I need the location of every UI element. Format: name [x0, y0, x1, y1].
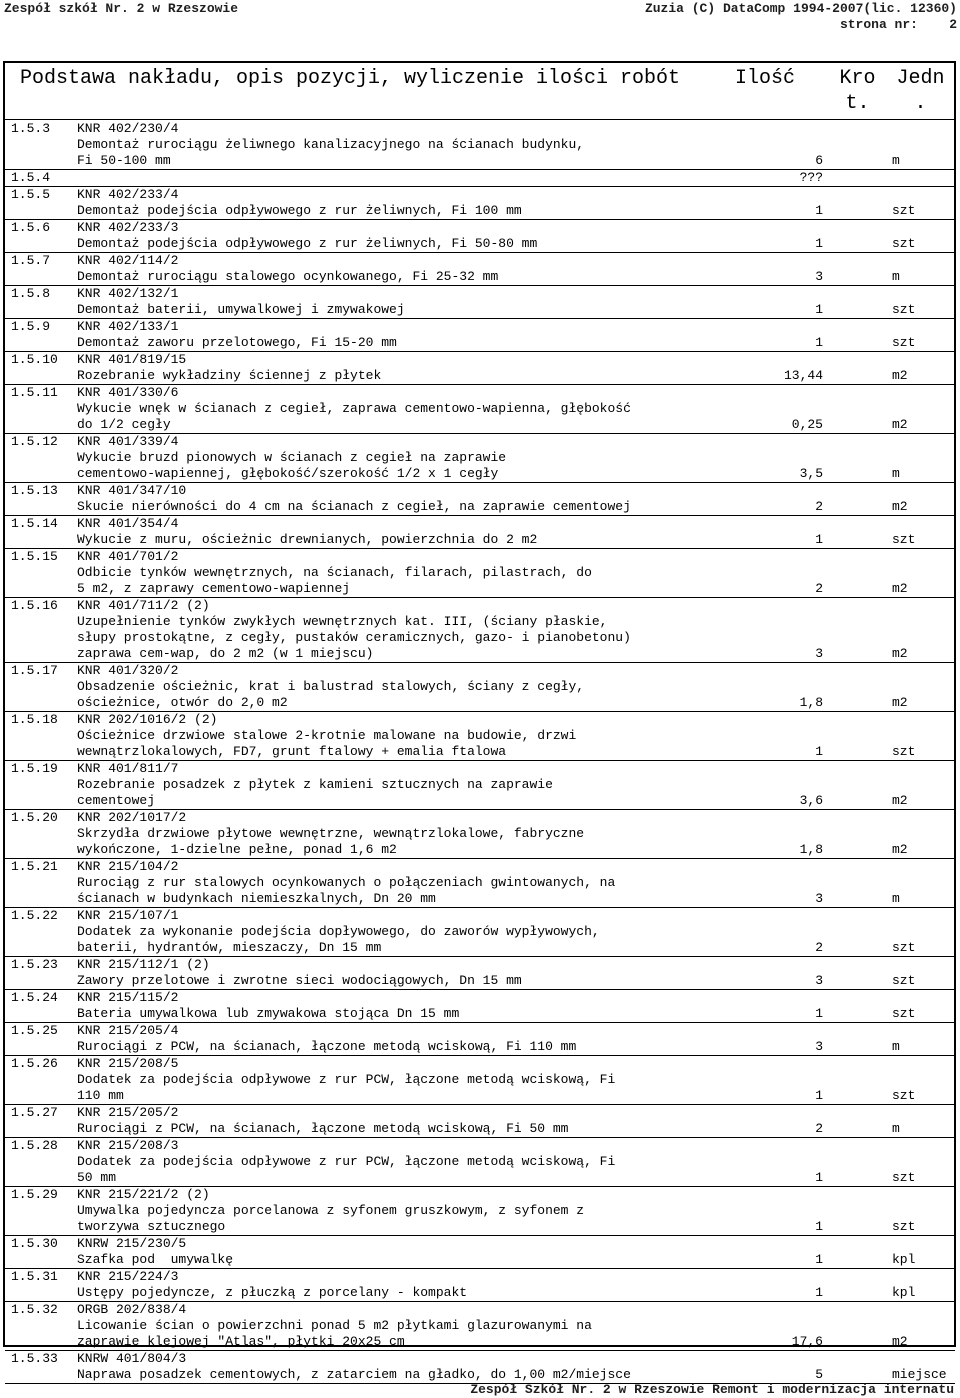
description-text: Demontaż rurociągu żeliwnego kanalizacyjnego na ścianach budynku,: [77, 137, 585, 152]
norm-code: KNRW 215/230/5: [77, 1236, 187, 1251]
description-line: [5, 1088, 955, 1105]
unit-value: szt: [892, 1006, 916, 1021]
footer-text: Zespół Szkół Nr. 2 w Rzeszowie Remont i modernizacja internatu: [470, 1382, 954, 1397]
quantity-value: 2: [815, 499, 823, 514]
position-number: 1.5.20: [11, 810, 58, 825]
table-row: [5, 121, 955, 137]
description-text: Demontaż baterii, umywalkowej i zmywakowej: [77, 302, 405, 317]
table-row: [5, 549, 955, 565]
unit-value: szt: [892, 1170, 916, 1185]
quantity-value: 1: [815, 1285, 823, 1300]
position-number: 1.5.6: [11, 220, 51, 235]
position-number: 1.5.14: [11, 516, 58, 531]
description-line: [5, 1170, 955, 1187]
description-line: [5, 777, 955, 793]
description-text: 50 mm: [77, 1170, 117, 1185]
quantity-value: 1: [815, 1252, 823, 1267]
description-text: 110 mm: [77, 1088, 124, 1103]
unit-value: szt: [892, 335, 916, 350]
description-line: [5, 1285, 955, 1302]
unit-value: szt: [892, 940, 916, 955]
header-software-credit: Zuzia (C) DataComp 1994-2007(lic. 12360): [644, 1, 957, 16]
description-text: Licowanie ścian o powierzchni ponad 5 m2 płytkami glazurowanymi na: [77, 1318, 592, 1333]
unit-value: szt: [892, 203, 916, 218]
description-line: [5, 793, 955, 810]
unit-value: szt: [892, 236, 916, 251]
header-divider: [3, 119, 956, 120]
column-header-kro: Kro t.: [839, 67, 876, 115]
unit-value: szt: [892, 302, 916, 317]
norm-code: KNR 401/354/4: [77, 516, 179, 531]
description-line: [5, 614, 955, 630]
quantity-value: 1: [815, 335, 823, 350]
description-line: [5, 728, 955, 744]
position-number: 1.5.4: [11, 170, 51, 185]
norm-code: KNR 401/347/10: [77, 483, 187, 498]
description-line: [5, 269, 955, 286]
position-number: 1.5.8: [11, 286, 51, 301]
table-row: [5, 1023, 955, 1039]
description-text: cementowo-wapiennej, głębokość/szerokość 1/2 x 1 cegły: [77, 466, 499, 481]
unit-value: m2: [892, 646, 908, 661]
quantity-value: 1: [815, 1088, 823, 1103]
table-row: [5, 286, 955, 302]
description-line: [5, 1252, 955, 1269]
description-line: [5, 466, 955, 483]
quantity-value: 1: [815, 744, 823, 759]
table-row: [5, 1236, 955, 1252]
table-row: [5, 957, 955, 973]
unit-value: m2: [892, 793, 908, 808]
quantity-value: 1,8: [799, 695, 823, 710]
quantity-value: 3,6: [799, 793, 823, 808]
norm-code: KNRW 401/804/3: [77, 1351, 187, 1366]
norm-code: KNR 215/224/3: [77, 1269, 179, 1284]
description-line: [5, 891, 955, 908]
description-text: Dodatek za podejścia odpływowe z rur PCW, łączone metodą wciskową, Fi: [77, 1154, 616, 1169]
description-text: Rurociągi z PCW, na ścianach, łączone metodą wciskową, Fi 110 mm: [77, 1039, 577, 1054]
unit-value: m: [892, 891, 900, 906]
header-page-number: [840, 17, 957, 33]
description-text: Rozebranie wykładziny ściennej z płytek: [77, 368, 382, 383]
table-row: [5, 810, 955, 826]
description-text: Demontaż podejścia odpływowego z rur żeliwnych, Fi 100 mm: [77, 203, 522, 218]
norm-code: KNR 215/221/2 (2): [77, 1187, 210, 1202]
description-text: Dodatek za wykonanie podejścia dopływowego, do zaworów wypływowych,: [77, 924, 600, 939]
description-line: [5, 1203, 955, 1219]
quantity-value: 1: [815, 236, 823, 251]
quantity-value: 1: [815, 1170, 823, 1185]
position-number: 1.5.32: [11, 1302, 58, 1317]
position-number: 1.5.3: [11, 121, 51, 136]
norm-code: ORGB 202/838/4: [77, 1302, 187, 1317]
unit-value: miejsce: [892, 1367, 947, 1382]
norm-code: KNR 215/208/3: [77, 1138, 179, 1153]
unit-value: m2: [892, 417, 908, 432]
position-number: 1.5.16: [11, 598, 58, 613]
description-text: zaprawie klejowej "Atlas", płytki 20x25 cm: [77, 1334, 405, 1349]
unit-value: m2: [892, 695, 908, 710]
description-line: [5, 1154, 955, 1170]
description-line: [5, 581, 955, 598]
position-number: 1.5.23: [11, 957, 58, 972]
position-number: 1.5.29: [11, 1187, 58, 1202]
norm-code: KNR 215/104/2: [77, 859, 179, 874]
description-line: [5, 679, 955, 695]
description-line: [5, 1006, 955, 1023]
quantity-value: 1: [815, 1219, 823, 1234]
unit-value: m: [892, 153, 900, 168]
norm-code: KNR 401/711/2 (2): [77, 598, 210, 613]
position-number: 1.5.10: [11, 352, 58, 367]
position-number: 1.5.21: [11, 859, 58, 874]
unit-value: m: [892, 269, 900, 284]
quantity-value: 2: [815, 581, 823, 596]
description-text: Szafka pod umywalkę: [77, 1252, 234, 1267]
unit-value: kpl: [892, 1285, 916, 1300]
norm-code: KNR 402/132/1: [77, 286, 179, 301]
norm-code: KNR 215/112/1 (2): [77, 957, 210, 972]
description-line: [5, 236, 955, 253]
description-text: Demontaż rurociągu stalowego ocynkowanego, Fi 25-32 mm: [77, 269, 499, 284]
description-text: baterii, hydrantów, mieszaczy, Dn 15 mm: [77, 940, 382, 955]
norm-code: KNR 402/233/3: [77, 220, 179, 235]
column-header-unit: Jedn .: [896, 67, 945, 115]
description-text: Bateria umywalkowa lub zmywakowa stojąca Dn 15 mm: [77, 1006, 460, 1021]
table-row: [5, 516, 955, 532]
norm-code: KNR 215/205/4: [77, 1023, 179, 1038]
description-line: [5, 875, 955, 891]
position-number: 1.5.26: [11, 1056, 58, 1071]
description-text: Skucie nierówności do 4 cm na ścianach z cegieł, na zaprawie cementowej: [77, 499, 631, 514]
description-line: [5, 1039, 955, 1056]
description-text: Wykucie wnęk w ścianach z cegieł, zaprawa cementowo-wapienna, głębokość: [77, 401, 631, 416]
table-row: [5, 1138, 955, 1154]
table-row: [5, 598, 955, 614]
norm-code: KNR 215/205/2: [77, 1105, 179, 1120]
description-line: [5, 1334, 955, 1351]
norm-code: KNR 215/115/2: [77, 990, 179, 1005]
quantity-value: 2: [815, 1121, 823, 1136]
description-text: Fi 50-100 mm: [77, 153, 171, 168]
table-row: [5, 1187, 955, 1203]
quantity-value: 1: [815, 1006, 823, 1021]
norm-code: KNR 401/330/6: [77, 385, 179, 400]
quantity-value: 3,5: [799, 466, 823, 481]
quantity-value: ???: [799, 170, 823, 185]
table-row: [5, 1056, 955, 1072]
position-number: 1.5.15: [11, 549, 58, 564]
description-text: Ustępy pojedyncze, z płuczką z porcelany - kompakt: [77, 1285, 468, 1300]
description-text: Umywalka pojedyncza porcelanowa z syfonem gruszkowym, z syfonem z: [77, 1203, 585, 1218]
unit-value: m2: [892, 1334, 908, 1349]
norm-code: KNR 401/701/2: [77, 549, 179, 564]
quantity-value: 3: [815, 973, 823, 988]
table-row: [5, 1302, 955, 1318]
description-line: [5, 532, 955, 549]
description-text: Demontaż zaworu przelotowego, Fi 15-20 mm: [77, 335, 397, 350]
description-text: Odbicie tynków wewnętrznych, na ścianach, filarach, pilastrach, do: [77, 565, 592, 580]
table-row: [5, 1351, 955, 1367]
quantity-value: 1: [815, 532, 823, 547]
description-line: [5, 1072, 955, 1088]
position-number: 1.5.22: [11, 908, 58, 923]
description-line: [5, 646, 955, 663]
description-line: [5, 203, 955, 220]
description-line: [5, 335, 955, 352]
position-number: 1.5.27: [11, 1105, 58, 1120]
norm-code: KNR 215/107/1: [77, 908, 179, 923]
quantity-value: 5: [815, 1367, 823, 1382]
table-row: [5, 1269, 955, 1285]
description-text: wewnątrzlokalowych, FD7, grunt ftalowy + emalia ftalowa: [77, 744, 507, 759]
description-line: [5, 695, 955, 712]
table-row: [5, 990, 955, 1006]
description-text: Rozebranie posadzek z płytek z kamieni sztucznych na zaprawie: [77, 777, 553, 792]
position-number: 1.5.13: [11, 483, 58, 498]
page-label: strona nr:: [839, 17, 918, 32]
description-line: [5, 401, 955, 417]
unit-value: m: [892, 1121, 900, 1136]
description-line: [5, 302, 955, 319]
norm-code: KNR 401/819/15: [77, 352, 187, 367]
norm-code: KNR 402/233/4: [77, 187, 179, 202]
description-text: wykończone, 1-dzielne pełne, ponad 1,6 m2: [77, 842, 397, 857]
unit-value: szt: [892, 1219, 916, 1234]
position-number: 1.5.31: [11, 1269, 58, 1284]
description-text: cementowej: [77, 793, 156, 808]
description-text: tworzywa sztucznego: [77, 1219, 226, 1234]
description-text: Zawory przelotowe i zwrotne sieci wodociągowych, Dn 15 mm: [77, 973, 522, 988]
description-line: [5, 565, 955, 581]
description-line: [5, 499, 955, 516]
column-header-quantity: Ilość: [734, 67, 795, 90]
position-number: 1.5.17: [11, 663, 58, 678]
position-number: 1.5.25: [11, 1023, 58, 1038]
description-text: zaprawa cem-wap, do 2 m2 (w 1 miejscu): [77, 646, 374, 661]
unit-value: szt: [892, 973, 916, 988]
quantity-value: 1: [815, 203, 823, 218]
description-line: [5, 137, 955, 153]
quantity-value: 3: [815, 269, 823, 284]
unit-value: szt: [892, 744, 916, 759]
unit-value: kpl: [892, 1252, 916, 1267]
table-row: [5, 220, 955, 236]
quantity-value: 1,8: [799, 842, 823, 857]
quantity-value: 17,6: [791, 1334, 823, 1349]
description-text: Rurociągi z PCW, na ścianach, łączone metodą wciskową, Fi 50 mm: [77, 1121, 569, 1136]
table-row: [5, 761, 955, 777]
quantity-value: 0,25: [791, 417, 823, 432]
description-line: [5, 924, 955, 940]
position-number: 1.5.19: [11, 761, 58, 776]
table-row: [5, 712, 955, 728]
header-school-name: Zespół szkół Nr. 2 w Rzeszowie: [4, 1, 239, 16]
norm-code: KNR 402/230/4: [77, 121, 179, 136]
norm-code: KNR 401/339/4: [77, 434, 179, 449]
table-row: [5, 187, 955, 203]
description-line: [5, 368, 955, 385]
position-number: 1.5.9: [11, 319, 51, 334]
quantity-value: 6: [815, 153, 823, 168]
description-text: ścianach w budynkach niemieszkalnych, Dn 20 mm: [77, 891, 436, 906]
position-number: 1.5.33: [11, 1351, 58, 1366]
description-text: Obsadzenie ościeżnic, krat i balustrad stalowych, ściany z cegły,: [77, 679, 585, 694]
description-text: ościeżnice, otwór do 2,0 m2: [77, 695, 288, 710]
table-row: [5, 908, 955, 924]
norm-code: KNR 401/320/2: [77, 663, 179, 678]
unit-value: m2: [892, 842, 908, 857]
table-body: [5, 121, 955, 1384]
quantity-value: 3: [815, 891, 823, 906]
description-text: do 1/2 cegły: [77, 417, 171, 432]
quantity-value: 13,44: [783, 368, 823, 383]
unit-value: szt: [892, 1088, 916, 1103]
norm-code: KNR 402/133/1: [77, 319, 179, 334]
description-text: Wykucie bruzd pionowych w ścianach z cegieł na zaprawie: [77, 450, 507, 465]
table-row: [5, 253, 955, 269]
description-line: [5, 973, 955, 990]
description-line: [5, 417, 955, 434]
unit-value: szt: [892, 532, 916, 547]
quantity-value: 3: [815, 646, 823, 661]
description-text: Uzupełnienie tynków zwykłych wewnętrznych kat. III, (ściany płaskie,: [77, 614, 608, 629]
norm-code: KNR 215/208/5: [77, 1056, 179, 1071]
description-line: [5, 1318, 955, 1334]
description-text: Naprawa posadzek cementowych, z zatarciem na gładko, do 1,00 m2/miejsce: [77, 1367, 631, 1382]
description-text: Ościeżnice drzwiowe stalowe 2-krotnie malowane na budowie, drzwi: [77, 728, 577, 743]
norm-code: KNR 202/1017/2: [77, 810, 187, 825]
page-number: 2: [949, 17, 957, 32]
description-text: 5 m2, z zaprawy cementowo-wapiennej: [77, 581, 351, 596]
position-number: 1.5.24: [11, 990, 58, 1005]
position-number: 1.5.18: [11, 712, 58, 727]
description-line: [5, 450, 955, 466]
position-number: 1.5.5: [11, 187, 51, 202]
description-line: [5, 842, 955, 859]
description-line: [5, 744, 955, 761]
column-header-description: Podstawa nakładu, opis pozycji, wyliczenie ilości robót: [19, 67, 681, 90]
quantity-value: 3: [815, 1039, 823, 1054]
description-text: Dodatek za podejścia odpływowe z rur PCW, łączone metodą wciskową, Fi: [77, 1072, 616, 1087]
norm-code: KNR 401/811/7: [77, 761, 179, 776]
description-text: słupy prostokątne, z cegły, pustaków ceramicznych, gazo- i pianobetonu): [77, 630, 631, 645]
table-row: [5, 352, 955, 368]
table-row: [5, 483, 955, 499]
position-number: 1.5.28: [11, 1138, 58, 1153]
table-row: [5, 434, 955, 450]
unit-value: m2: [892, 581, 908, 596]
norm-code: KNR 402/114/2: [77, 253, 179, 268]
description-line: [5, 630, 955, 646]
description-text: Wykucie z muru, ościeżnic drewnianych, powierzchnia do 2 m2: [77, 532, 538, 547]
position-number: 1.5.7: [11, 253, 51, 268]
description-text: Skrzydła drzwiowe płytowe wewnętrzne, wewnątrzlokalowe, fabryczne: [77, 826, 585, 841]
unit-value: m2: [892, 499, 908, 514]
table-row: [5, 319, 955, 335]
unit-value: m: [892, 1039, 900, 1054]
description-line: [5, 1219, 955, 1236]
table-row: [5, 385, 955, 401]
description-line: [5, 153, 955, 170]
quantity-value: 1: [815, 302, 823, 317]
position-number: 1.5.12: [11, 434, 58, 449]
position-number: 1.5.30: [11, 1236, 58, 1251]
description-line: [5, 1121, 955, 1138]
description-text: Demontaż podejścia odpływowego z rur żeliwnych, Fi 50-80 mm: [77, 236, 538, 251]
table-row: [5, 170, 955, 187]
table-row: [5, 663, 955, 679]
description-line: [5, 826, 955, 842]
unit-value: m: [892, 466, 900, 481]
table-row: [5, 1105, 955, 1121]
description-line: [5, 940, 955, 957]
position-number: 1.5.11: [11, 385, 58, 400]
quantity-value: 2: [815, 940, 823, 955]
description-text: Rurociąg z rur stalowych ocynkowanych o połączeniach gwintowanych, na: [77, 875, 616, 890]
unit-value: m2: [892, 368, 908, 383]
norm-code: KNR 202/1016/2 (2): [77, 712, 218, 727]
table-row: [5, 859, 955, 875]
